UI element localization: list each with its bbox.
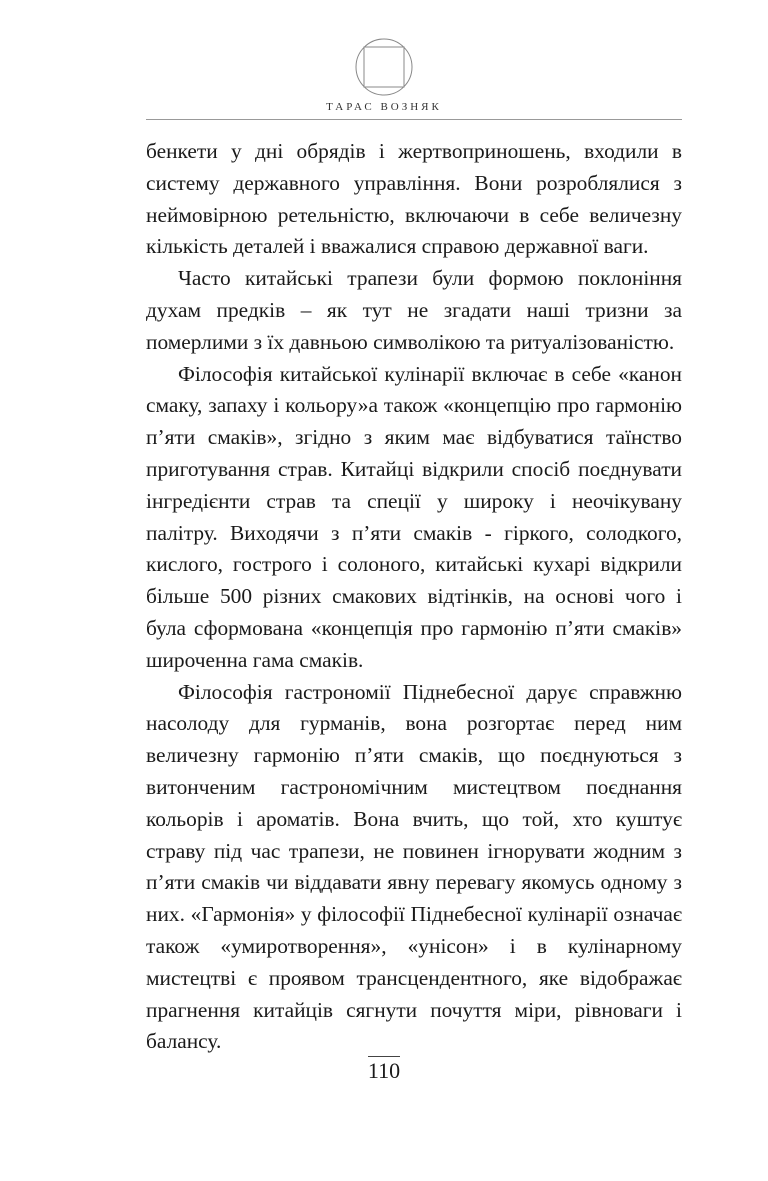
paragraph-continued: бенкети у дні обрядів і жертвоприношень, входили в систему державного управління. Вони розроблялися з неймовірною ретельністю, включаючи в себе величезну кількість деталей і вважалися справою державної ваги. (146, 139, 682, 259)
paragraph: Часто китайські трапези були формою поклоніння духам предків – як тут не згадати наші тризни за померлими з їх давньою символікою та ритуалізованістю. (146, 266, 682, 354)
running-header-author: ТАРАС ВОЗНЯК (326, 101, 442, 113)
page-body-text (146, 136, 682, 1058)
header-divider (146, 119, 682, 120)
paragraph: Філософія гастрономії Піднебесної дарує справжню насолоду для гурманів, вона розгортає перед ним величезну гармонію п’яти смаків, що поєднуються з витонченим гастрономічним мистецтвом поєднання кольорів і ароматів. Вона вчить, що той, хто куштує страву під час трапези, не повинен ігнорувати жодним з п’яти смаків чи віддавати явну перевагу якомусь одному з них. «Гармонія» у філософії Піднебесної кулінарії означає також «умиротворення», «унісон» і в кулінарному мистецтві є проявом трансцендентного, яке відображає прагнення китайців сягнути почуття міри, рівноваги і балансу. (146, 679, 682, 1054)
page-number: 110 (367, 1058, 401, 1083)
paragraph: Філософія китайської кулінарії включає в себе «канон смаку, запаху і кольору»а також «концепцію про гармонію п’яти смаків», згідно з яким має відбуватися таїнство приготування страв. Китайці відкрили спосіб поєднувати інгредієнти страв та спеції у широку і неочікувану палітру. Виходячи з п’яти смаків - гіркого, солодкого, кислого, гострого і солоного, китайські кухарі відкрили більше 500 різних смакових відтінків, на основі чого і була сформована «концепція про гармонію п’яти смаків» широченна гама смаків. (146, 361, 682, 672)
page-number-container (0, 1056, 768, 1084)
circle-square-emblem-icon (354, 37, 414, 97)
